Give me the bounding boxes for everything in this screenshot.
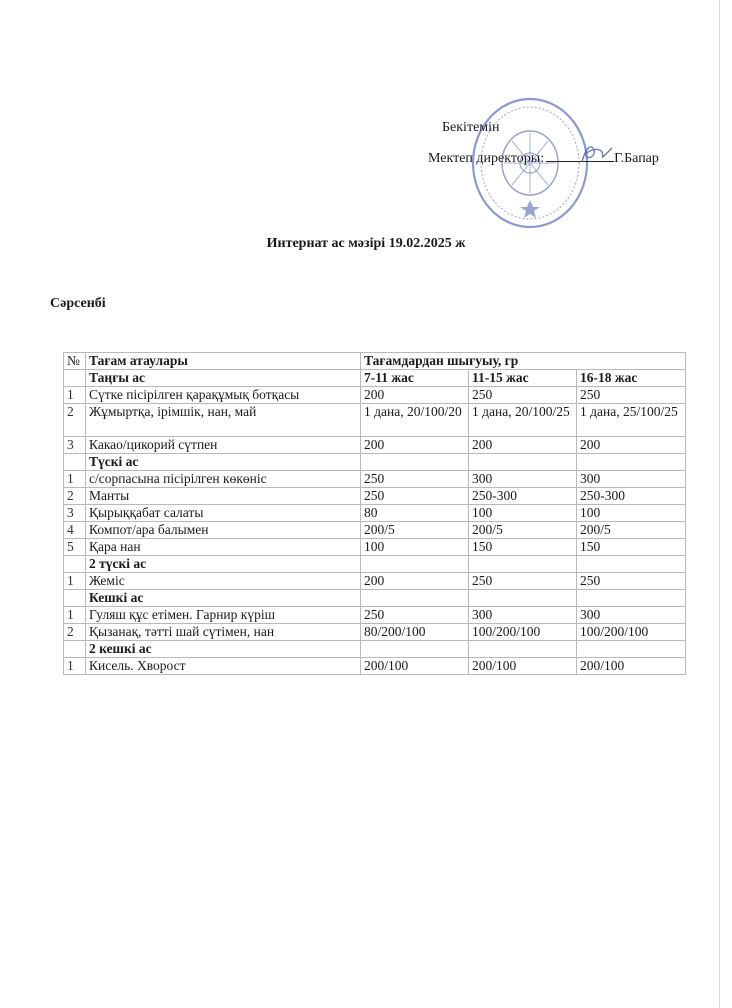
section-name: Таңғы ас [86,370,361,387]
section-row [64,590,686,607]
section-row [64,370,686,387]
portion-value: 300 [577,471,686,488]
portion-value: 1 дана, 20/100/20 [361,404,469,437]
portion-value: 200/100 [469,658,577,675]
table-row [64,573,686,590]
row-number: 3 [64,505,86,522]
row-number: 2 [64,624,86,641]
section-row [64,556,686,573]
section-row [64,641,686,658]
portion-value: 250 [469,573,577,590]
dish-name: Жеміс [86,573,361,590]
table-row [64,404,686,437]
table-row [64,539,686,556]
age-group-cell [469,454,577,471]
col-no-header: № [64,353,86,370]
age-group-cell [577,590,686,607]
portion-value: 250 [361,471,469,488]
age-group-cell [577,641,686,658]
section-name: 2 түскі ас [86,556,361,573]
portion-value: 300 [577,607,686,624]
dish-name: с/сорпасына пісірілген көкөніс [86,471,361,488]
page-title: Интернат ас мәзірі 19.02.2025 ж [266,236,466,251]
portion-value: 1 дана, 20/100/25 [469,404,577,437]
col-name-header: Тағам атаулары [86,353,361,370]
portion-value: 300 [469,471,577,488]
portion-value: 250 [577,387,686,404]
portion-value: 200/100 [361,658,469,675]
portion-value: 200 [361,573,469,590]
row-number: 1 [64,658,86,675]
age-group-cell [361,454,469,471]
age-group-cell: 16-18 жас [577,370,686,387]
portion-value: 150 [469,539,577,556]
age-group-cell: 11-15 жас [469,370,577,387]
row-number: 1 [64,387,86,404]
table-row [64,437,686,454]
table-row [64,658,686,675]
page-edge-line [719,0,720,1008]
age-group-cell [469,556,577,573]
approve-label: Бекітемін [442,120,500,135]
portion-value: 200/5 [469,522,577,539]
portion-value: 250-300 [469,488,577,505]
table-row [64,522,686,539]
section-row [64,454,686,471]
director-line [428,149,659,167]
portion-value: 250 [361,488,469,505]
dish-name: Қара нан [86,539,361,556]
age-group-cell [361,556,469,573]
section-name: Кешкі ас [86,590,361,607]
portion-value: 80 [361,505,469,522]
weekday-label: Сәрсенбі [50,296,106,311]
age-group-cell [361,590,469,607]
portion-value: 200 [361,387,469,404]
portion-value: 250 [469,387,577,404]
section-no-cell [64,556,86,573]
portion-value: 200/5 [361,522,469,539]
portion-value: 150 [577,539,686,556]
dish-name: Сүтке пісірілген қарақұмық ботқасы [86,387,361,404]
handwritten-signature [576,142,616,166]
col-yield-header: Тағамдардан шығуыу, гр [361,353,686,370]
age-group-cell: 7-11 жас [361,370,469,387]
director-label: Мектеп директоры: [428,151,545,166]
portion-value: 200 [361,437,469,454]
portion-value: 100 [361,539,469,556]
table-row [64,488,686,505]
section-no-cell [64,641,86,658]
dish-name: Жұмыртқа, ірімшік, нан, май [86,404,361,437]
portion-value: 100/200/100 [577,624,686,641]
dish-name: Компот/ара балымен [86,522,361,539]
dish-name: Манты [86,488,361,505]
portion-value: 250 [361,607,469,624]
section-no-cell [64,590,86,607]
age-group-cell [361,641,469,658]
menu-table [63,352,686,675]
age-group-cell [577,454,686,471]
section-name: 2 кешкі ас [86,641,361,658]
section-no-cell [64,454,86,471]
portion-value: 80/200/100 [361,624,469,641]
section-name: Түскі ас [86,454,361,471]
table-row [64,471,686,488]
row-number: 2 [64,488,86,505]
portion-value: 1 дана, 25/100/25 [577,404,686,437]
portion-value: 300 [469,607,577,624]
age-group-cell [577,556,686,573]
row-number: 1 [64,573,86,590]
row-number: 5 [64,539,86,556]
dish-name: Гуляш құс етімен. Гарнир күріш [86,607,361,624]
table-row [64,624,686,641]
portion-value: 250-300 [577,488,686,505]
portion-value: 200 [577,437,686,454]
portion-value: 100 [469,505,577,522]
portion-value: 200 [469,437,577,454]
portion-value: 200/100 [577,658,686,675]
table-header-row [64,353,686,370]
row-number: 4 [64,522,86,539]
age-group-cell [469,641,577,658]
section-no-cell [64,370,86,387]
table-row [64,387,686,404]
director-name: Г.Бапар [614,151,659,166]
row-number: 2 [64,404,86,437]
row-number: 1 [64,471,86,488]
table-row [64,505,686,522]
portion-value: 200/5 [577,522,686,539]
portion-value: 100/200/100 [469,624,577,641]
portion-value: 250 [577,573,686,590]
portion-value: 100 [577,505,686,522]
table-row [64,607,686,624]
row-number: 3 [64,437,86,454]
dish-name: Кисель. Хворост [86,658,361,675]
dish-name: Какао/цикорий сүтпен [86,437,361,454]
age-group-cell [469,590,577,607]
dish-name: Қырыққабат салаты [86,505,361,522]
dish-name: Қызанақ, тәтті шай сүтімен, нан [86,624,361,641]
row-number: 1 [64,607,86,624]
